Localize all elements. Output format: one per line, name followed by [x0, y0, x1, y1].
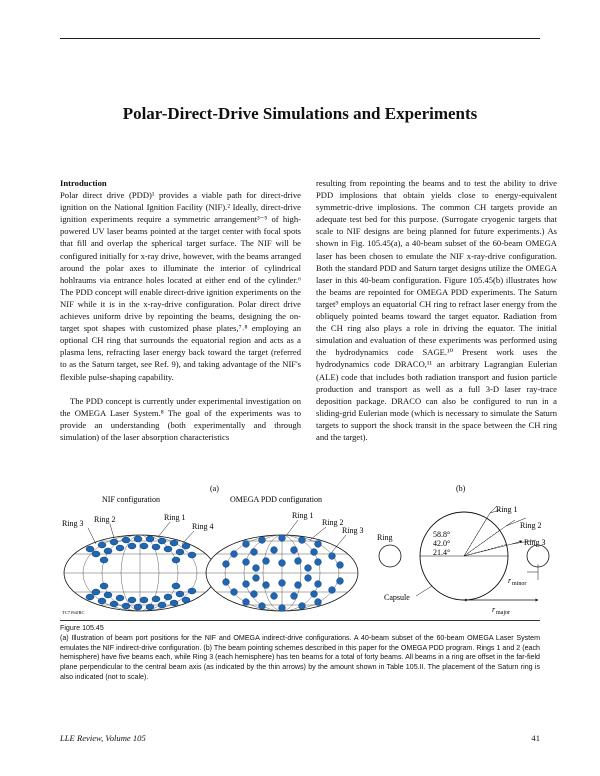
section-heading: Introduction: [60, 178, 107, 188]
figure-caption: [60, 624, 540, 683]
angle-3: 21.4°: [433, 548, 451, 557]
nif-title: NIF configuration: [102, 495, 160, 504]
figure-105-45: [60, 482, 546, 622]
top-rule: [60, 38, 540, 39]
angle-2: 42.0°: [433, 539, 451, 548]
left-column: [60, 177, 301, 455]
left-paragraph-1: Polar direct drive (PDD)¹ provides a viable path for direct-drive ignition on the National Ignition Facility (NIF).² Ideally, direct-drive ignition experiments require a symmetric arrangement³⁻⁵ of high-powered UV laser beams pointed at the target center with focal spots that fill and overlap the spherical target surface. The NIF will be configured initially for x-ray drive, however, with the beams arranged around the polar axes to illuminate the interior of cylindrical hohlraums via entrance holes located at either end of the cylinder.⁶ The PDD concept will enable direct-drive ignition experiments on the NIF while it is in the x-ray-drive configuration. Polar direct drive achieves uniform drive by repointing the beams, designing the on-target spot shapes with customized phase plates,⁷˒⁸ employing an optional CH ring that surrounds the equatorial region and acts as a plasma lens, refracting laser energy back toward the target (referred to as the Saturn target, see Ref. 9), and taking advantage of the NIF's flexible pulse-shaping capability.: [60, 190, 301, 382]
saturn-ring-left: [379, 545, 401, 567]
label-b: (b): [456, 484, 466, 493]
nif-ring2-label: Ring 2: [94, 515, 116, 524]
r-minor-sub: minor: [512, 581, 527, 587]
angle-1: 58.8°: [433, 530, 451, 539]
label-a: (a): [210, 484, 219, 493]
nif-map: [62, 513, 216, 615]
r-minor-label: r: [508, 576, 512, 585]
nif-ring1-label: Ring 1: [164, 513, 186, 522]
page-title: Polar-Direct-Drive Simulations and Experiments: [122, 104, 478, 123]
r-major-sub: major: [496, 610, 510, 616]
b-ring3-label: Ring 3: [524, 538, 546, 547]
omega-map: [206, 511, 364, 611]
right-column: [316, 177, 557, 455]
b-ring2-label: Ring 2: [520, 521, 542, 530]
saturn-schematic: [377, 505, 549, 616]
left-paragraph-2: The PDD concept is currently under experimental investigation on the OMEGA Laser System.⁸ The goal of the experiments was to provide an understanding (both experimentally and through simulation) of the laser absorption characteristics: [60, 395, 301, 442]
r-major-label: r: [492, 605, 496, 614]
page-number: 41: [531, 733, 540, 743]
footer-journal: LLE Review, Volume 105: [60, 733, 146, 743]
right-paragraph-1: resulting from repointing the beams and to test the ability to drive PDD implosions that obtain yields close to energy-equivalent symmetric-drive implosions. The common CH targets provide an adequate test bed for this purpose. (Surrogate cryogenic targets that scale to NIF designs are being planned for future experiments.) As shown in Fig. 105.45(a), a 40-beam subset of the 60-beam OMEGA laser has been chosen to emulate the NIF x-ray-drive configuration. Both the standard PDD and Saturn target designs utilize the OMEGA laser in this 40-beam configuration. Figure 105.45(b) illustrates how the beams are repointed for OMEGA PDD experiments. The Saturn target⁹ employs an equatorial CH ring to refract laser energy from the obliquely pointed beams toward the target equator. Radiation from the CH ring also plays a role in driving the equator. The initial simulation and evaluation of these experiments was performed using the hydrodynamics code SAGE.¹⁰ Present work uses the hydrodynamics code DRACO,¹¹ an arbitrary Lagrangian Eulerian (ALE) code that includes both radiation transport and fusion particle production and transport as well as a full 3-D laser ray-trace deposition package. DRACO can also be configured to run in a sliding-grid Eulerian mode (which is necessary to simulate the Saturn targets to support the shock transit in the space between the CH ring and the target).: [316, 178, 557, 442]
caption-title: Figure 105.45: [60, 624, 104, 632]
b-ring1-label: Ring 1: [496, 505, 518, 514]
omega-ring2-label: Ring 2: [322, 518, 344, 527]
nif-ring3-label: Ring 3: [62, 519, 84, 528]
saturn-ring-right: [527, 545, 549, 567]
caption-text: (a) Illustration of beam port positions for the NIF and OMEGA indirect-drive configurations. A 40-beam subset of the 60-beam OMEGA Laser System emulates the NIF indirect-drive configuration. (b) The beam pointing schemes described in this paper for the OMEGA PDD program. Rings 1 and 2 (each hemisphere) have five beams each, while Ring 3 (each hemisphere) has ten beams for a total of forty beams. All beams in a ring are offset in the far-field plane perpendicular to the central beam axis (as indicated by the thin arrows) by the amount shown in Table 105.II. The placement of the Saturn ring is also indicated (not to scale).: [60, 633, 540, 681]
saturn-ring-label: Ring: [377, 533, 393, 542]
capsule-label: Capsule: [384, 593, 410, 602]
omega-ring1-label: Ring 1: [292, 511, 314, 520]
figure-svg: [60, 482, 546, 622]
omega-ring3-label: Ring 3: [342, 526, 364, 535]
caption-rule: [60, 620, 540, 621]
figure-id: TC7194JRC: [62, 610, 85, 615]
omega-title: OMEGA PDD configuration: [230, 495, 322, 504]
nif-ring4-label: Ring 4: [192, 522, 214, 531]
